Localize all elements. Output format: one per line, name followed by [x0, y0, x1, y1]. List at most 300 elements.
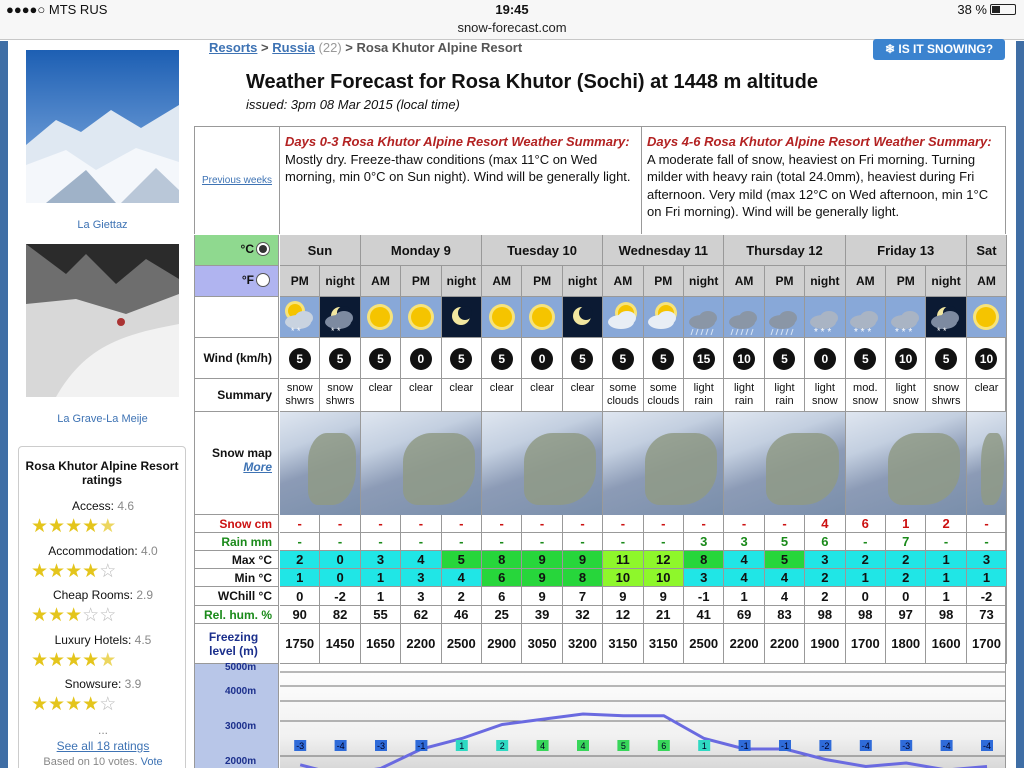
- is-it-snowing-button[interactable]: ❄ IS IT SNOWING?: [873, 39, 1005, 60]
- altitude-temp-label: -4: [336, 741, 345, 751]
- row-label: [195, 515, 279, 533]
- row-label: [195, 551, 279, 569]
- svg-text:* * *: * * *: [894, 327, 912, 336]
- forecast-cell: [482, 606, 522, 624]
- forecast-cell: [886, 551, 926, 569]
- value-snow: -: [620, 516, 626, 531]
- snow-map-image[interactable]: [280, 412, 361, 515]
- rating-name: Access:: [71, 499, 114, 513]
- wind-cell: [401, 338, 441, 379]
- forecast-cell: [563, 624, 603, 664]
- value-max: 1: [942, 552, 950, 567]
- breadcrumb-russia[interactable]: Russia: [272, 40, 315, 55]
- value-rh: 98: [817, 607, 833, 622]
- wind-arrow-icon: 10: [895, 348, 917, 370]
- value-rh: 98: [858, 607, 873, 622]
- forecast-cell: [563, 569, 603, 587]
- forecast-cell: [603, 533, 643, 551]
- value-min: 1: [376, 570, 385, 585]
- forecast-cell: [603, 606, 643, 624]
- value-snow: -: [984, 516, 989, 531]
- period-label: AM: [482, 266, 522, 297]
- value-rh: 21: [656, 607, 671, 622]
- breadcrumb-separator: >: [261, 40, 269, 55]
- wind-arrow-icon: 0: [814, 348, 836, 370]
- weather-icon-cell: [805, 297, 845, 338]
- forecast-cell: [724, 606, 764, 624]
- value-freeze: 2500: [689, 636, 719, 651]
- wind-arrow-icon: 10: [975, 348, 997, 370]
- forecast-cell: [320, 569, 360, 587]
- summary-cell: snow shwrs: [320, 379, 360, 412]
- page-title: Weather Forecast for Rosa Khutor (Sochi) at 1448 m altitude: [246, 71, 818, 93]
- value-snow: -: [701, 516, 706, 531]
- forecast-cell: [522, 533, 562, 551]
- period-label: PM: [765, 266, 805, 297]
- summary-days-4-6: [643, 127, 1005, 234]
- value-freeze: 1600: [931, 636, 961, 651]
- wind-cell: [442, 338, 482, 379]
- forecast-cell: [320, 533, 360, 551]
- value-freeze: 1800: [891, 636, 921, 651]
- summary-cell: light rain: [724, 379, 764, 412]
- value-rh: 69: [736, 607, 752, 622]
- star-full-icon: ★: [65, 560, 83, 582]
- previous-weeks-link[interactable]: Previous weeks: [195, 127, 280, 234]
- map-land-shape: [403, 433, 475, 505]
- value-min: 1: [982, 570, 991, 585]
- forecast-row-wchill: [195, 587, 1005, 606]
- wind-cell: [603, 338, 643, 379]
- resort-photo-2[interactable]: [26, 244, 179, 397]
- period-label: PM: [401, 266, 441, 297]
- period-label: PM: [280, 266, 320, 297]
- forecast-cell: [805, 533, 845, 551]
- summary-text: A moderate fall of snow, heaviest on Fri morning. Turning milder with heavy rain (total 24.0mm), heaviest during Fri afternoon. Very mild (max 12°C on Wed afternoon, min 1°C on Fri morning). Wind will be generally light.: [647, 151, 989, 219]
- period-label: PM: [644, 266, 684, 297]
- period-label: AM: [724, 266, 764, 297]
- period-label: night: [684, 266, 724, 297]
- value-min: 4: [780, 570, 789, 585]
- forecast-row-days: [195, 235, 1005, 266]
- rating-label: [19, 677, 187, 691]
- value-snow: 6: [861, 516, 869, 531]
- value-freeze: 1900: [810, 636, 840, 651]
- altitude-temp-label: -2: [821, 741, 830, 751]
- value-wchill: 0: [902, 589, 910, 604]
- period-label: PM: [886, 266, 926, 297]
- unit-fahrenheit-label: °F: [241, 273, 254, 287]
- rating-label: [19, 633, 187, 647]
- forecast-cell: [522, 624, 562, 664]
- snow-showers-icon: [281, 298, 319, 336]
- rating-value: 4.6: [117, 499, 135, 513]
- forecast-cell: [361, 551, 401, 569]
- wind-cell: [967, 338, 1007, 379]
- value-wchill: 4: [780, 589, 789, 604]
- forecast-cell: [522, 515, 562, 533]
- photo-caption-1[interactable]: La Giettaz: [77, 219, 128, 231]
- vote-link[interactable]: Vote: [140, 756, 163, 768]
- forecast-row-max: [195, 551, 1005, 569]
- forecast-cell: [765, 551, 805, 569]
- forecast-cell: [926, 587, 966, 606]
- wind-cell: [886, 338, 926, 379]
- forecast-cell: [805, 569, 845, 587]
- radio-selected-icon[interactable]: [256, 242, 270, 256]
- summary-cell: light snow: [886, 379, 926, 412]
- value-min: 0: [336, 570, 344, 585]
- forecast-cell: [684, 569, 724, 587]
- snow-map-image[interactable]: [361, 412, 482, 515]
- value-rain: -: [943, 534, 949, 549]
- value-rain: -: [863, 534, 868, 549]
- value-snow: 2: [942, 516, 950, 531]
- value-rain: -: [297, 534, 302, 549]
- svg-text:* *: * *: [331, 326, 341, 336]
- wind-arrow-icon: 0: [410, 348, 432, 370]
- star-rating[interactable]: [31, 604, 116, 627]
- value-min: 1: [861, 570, 869, 585]
- forecast-cell: [563, 515, 603, 533]
- altitude-temp-label: -1: [417, 741, 426, 751]
- forecast-cell: [280, 551, 320, 569]
- map-land-shape: [524, 433, 596, 505]
- page-frame-right: [1016, 41, 1024, 768]
- forecast-summary-box: [194, 126, 1006, 234]
- summary-cell: some clouds: [603, 379, 643, 412]
- wind-cell: [563, 338, 603, 379]
- star-full-icon: ★: [48, 694, 66, 715]
- forecast-cell: [765, 587, 805, 606]
- forecast-cell: [684, 587, 724, 606]
- value-rh: 12: [615, 607, 631, 622]
- period-label: PM: [522, 266, 562, 297]
- star-full-icon: ★: [82, 560, 100, 582]
- star-rating[interactable]: [31, 693, 116, 716]
- forecast-cell: [846, 587, 886, 606]
- row-label-text: Snow cm: [219, 517, 272, 531]
- forecast-cell: [442, 624, 482, 664]
- altitude-chart: [195, 664, 1005, 768]
- svg-text:* * *: * * *: [854, 327, 872, 336]
- breadcrumb: [209, 40, 522, 55]
- night-snow-icon: [321, 298, 359, 336]
- day-header: Sat: [967, 235, 1007, 266]
- ratings-footnote: [19, 756, 187, 768]
- snow-map-label: Snow map: [211, 446, 272, 460]
- forecast-cell: [603, 624, 643, 664]
- resort-photo-1[interactable]: [26, 50, 179, 203]
- wind-arrow-icon: 10: [733, 348, 755, 370]
- breadcrumb-count: (22): [318, 40, 342, 55]
- forecast-row-min: [195, 569, 1005, 587]
- value-min: 10: [615, 570, 631, 585]
- altitude-axis: [195, 664, 279, 768]
- forecast-cell: [563, 606, 603, 624]
- weather-icon-cell: [846, 297, 886, 338]
- rating-row: [19, 588, 187, 626]
- summary-cell: clear: [361, 379, 401, 412]
- fahrenheit-toggle[interactable]: [242, 273, 270, 287]
- row-label: [195, 235, 279, 266]
- rating-name: Luxury Hotels:: [54, 632, 132, 647]
- forecast-cell: [846, 624, 886, 664]
- value-min: 8: [578, 570, 587, 585]
- forecast-cell: [603, 515, 643, 533]
- rain-icon: [685, 298, 723, 336]
- star-rating[interactable]: [31, 560, 116, 583]
- value-max: 4: [740, 552, 748, 567]
- forecast-cell: [886, 515, 926, 533]
- forecast-row-rain: [195, 533, 1005, 551]
- mountain-photo-image: [26, 50, 179, 203]
- row-label: [195, 569, 279, 587]
- wind-cell: [846, 338, 886, 379]
- row-label-text: Rel. hum. %: [203, 608, 272, 622]
- forecast-cell: [603, 569, 643, 587]
- weather-icon-cell: [401, 297, 441, 338]
- summary-cell: clear: [563, 379, 603, 412]
- value-rh: 32: [575, 607, 590, 622]
- value-snow: -: [337, 516, 343, 531]
- sun-icon: [483, 298, 521, 336]
- snow-icon: [846, 298, 884, 336]
- row-label-text: Min °C: [234, 571, 272, 585]
- based-on-text: Based on 10 votes.: [43, 756, 138, 768]
- snow-map-image[interactable]: [482, 412, 603, 515]
- forecast-cell: [280, 569, 320, 587]
- star-rating[interactable]: [31, 649, 116, 672]
- value-wchill: 2: [457, 589, 465, 604]
- value-freeze: 3150: [608, 636, 638, 651]
- forecast-cell: [644, 515, 684, 533]
- value-freeze: 2200: [770, 636, 799, 651]
- star-rating[interactable]: [31, 515, 116, 538]
- altitude-temp-label: 2: [499, 741, 505, 751]
- forecast-cell: [401, 569, 441, 587]
- star-empty-icon: ☆: [99, 694, 117, 715]
- forecast-cell: [522, 587, 562, 606]
- summary-heading: Days 4-6 Rosa Khutor Alpine Resort Weather Summary:: [647, 134, 992, 149]
- value-rh: 41: [696, 607, 711, 622]
- star-half-icon: ★: [99, 649, 117, 671]
- value-freeze: 1750: [285, 636, 315, 651]
- weather-icon-cell: [603, 297, 643, 338]
- sun-cloud-icon: [644, 298, 682, 336]
- value-rh: 73: [979, 607, 994, 622]
- value-freeze: 2200: [729, 636, 759, 651]
- snow-map-image[interactable]: [846, 412, 967, 515]
- freezing-level-line: [300, 714, 987, 768]
- radio-unselected-icon[interactable]: [256, 273, 270, 287]
- value-freeze: 1450: [325, 636, 355, 651]
- period-label: AM: [846, 266, 886, 297]
- forecast-cell: [442, 606, 482, 624]
- value-wchill: 1: [740, 589, 748, 604]
- forecast-row-snow: [195, 515, 1005, 533]
- summary-cell: snow shwrs: [280, 379, 320, 412]
- snow-map-more-link[interactable]: More: [243, 460, 272, 474]
- row-label: [195, 624, 279, 664]
- star-full-icon: ★: [82, 649, 100, 671]
- altitude-temp-label: -4: [982, 741, 992, 751]
- value-min: 1: [296, 570, 304, 585]
- row-label: [195, 587, 279, 606]
- forecast-cell: [684, 515, 724, 533]
- value-rain: 3: [740, 534, 748, 549]
- value-freeze: 2200: [406, 636, 436, 651]
- forecast-cell: [603, 587, 643, 606]
- summary-cell: clear: [482, 379, 522, 412]
- rating-row: [19, 677, 187, 715]
- see-all-ratings-link[interactable]: See all 18 ratings: [56, 739, 150, 753]
- altitude-temp-label: 1: [459, 741, 465, 751]
- value-rh: 39: [534, 607, 550, 622]
- forecast-cell: [320, 551, 360, 569]
- value-min: 3: [700, 570, 708, 585]
- forecast-cell: [967, 533, 1007, 551]
- page-frame-left: [0, 41, 8, 768]
- row-label: [195, 533, 279, 551]
- forecast-cell: [765, 533, 805, 551]
- forecast-row-wind: [195, 338, 1005, 379]
- forecast-cell: [280, 587, 320, 606]
- value-snow: -: [418, 516, 424, 531]
- unit-celsius-label: °C: [240, 242, 254, 256]
- star-full-icon: ★: [82, 516, 100, 537]
- forecast-cell: [442, 551, 482, 569]
- forecast-row-map: [195, 412, 1005, 515]
- forecast-cell: [967, 606, 1007, 624]
- wind-arrow-icon: 5: [329, 348, 351, 370]
- star-full-icon: ★: [48, 649, 66, 671]
- value-freeze: 3150: [648, 636, 678, 651]
- period-label: night: [805, 266, 845, 297]
- weather-icon-cell: [926, 297, 966, 338]
- map-land-shape: [981, 433, 1005, 505]
- photo-caption-2[interactable]: La Grave-La Meije: [57, 413, 148, 425]
- period-label: AM: [967, 266, 1007, 297]
- battery-indicator: [957, 2, 1016, 17]
- sun-icon: [402, 298, 440, 336]
- forecast-cell: [644, 606, 684, 624]
- value-snow: -: [378, 516, 383, 531]
- summary-cell: clear: [967, 379, 1007, 412]
- forecast-cell: [926, 624, 966, 664]
- altitude-tick-label: 2000m: [225, 756, 257, 767]
- row-label: [195, 338, 279, 379]
- forecast-cell: [320, 624, 360, 664]
- value-max: 8: [498, 552, 506, 567]
- value-rh: 55: [373, 607, 388, 622]
- value-max: 3: [376, 552, 385, 567]
- forecast-cell: [724, 551, 764, 569]
- summary-heading: Days 0-3 Rosa Khutor Alpine Resort Weather Summary:: [285, 134, 630, 149]
- sun-icon: [967, 298, 1005, 336]
- wind-arrow-icon: 5: [491, 348, 513, 370]
- forecast-cell: [482, 551, 522, 569]
- forecast-cell: [724, 515, 764, 533]
- weather-icon-cell: [684, 297, 724, 338]
- star-full-icon: ★: [31, 516, 49, 537]
- value-max: 11: [616, 552, 630, 567]
- forecast-cell: [482, 569, 522, 587]
- snow-map-image[interactable]: [603, 412, 724, 515]
- moon-icon: [442, 298, 480, 336]
- summary-cell: light rain: [765, 379, 805, 412]
- forecast-cell: [886, 606, 926, 624]
- value-wchill: 9: [538, 589, 546, 604]
- sun-icon: [523, 298, 561, 336]
- sun-icon: [361, 298, 399, 336]
- forecast-cell: [967, 624, 1007, 664]
- forecast-row-summary: [195, 379, 1005, 412]
- value-rain: -: [661, 534, 666, 549]
- snow-map-image[interactable]: [967, 412, 1007, 515]
- value-max: 3: [821, 552, 829, 567]
- value-max: 3: [982, 552, 991, 567]
- weather-icon-cell: [644, 297, 684, 338]
- forecast-cell: [644, 533, 684, 551]
- breadcrumb-separator: >: [345, 40, 353, 55]
- summary-cell: clear: [442, 379, 482, 412]
- forecast-cell: [684, 551, 724, 569]
- value-wchill: 9: [619, 589, 627, 604]
- value-min: 3: [417, 570, 425, 585]
- value-rh: 62: [413, 607, 429, 622]
- value-min: 9: [538, 570, 546, 585]
- forecast-cell: [320, 515, 360, 533]
- weather-icon-cell: [361, 297, 401, 338]
- map-land-shape: [888, 433, 960, 505]
- address-bar-url[interactable]: snow-forecast.com: [457, 20, 567, 35]
- forecast-cell: [644, 587, 684, 606]
- summary-cell: light snow: [805, 379, 845, 412]
- altitude-tick-label: 4000m: [225, 686, 257, 697]
- forecast-cell: [482, 587, 522, 606]
- weather-icon-cell: [442, 297, 482, 338]
- value-min: 6: [498, 570, 506, 585]
- value-rain: -: [499, 534, 504, 549]
- row-label: [195, 266, 279, 297]
- skier-photo-image: [26, 244, 179, 397]
- rating-label: [19, 588, 187, 602]
- star-empty-icon: ☆: [82, 605, 100, 626]
- rating-name: Snowsure:: [64, 677, 122, 691]
- summary-cell: some clouds: [644, 379, 684, 412]
- forecast-cell: [563, 587, 603, 606]
- row-label-text: WChill °C: [217, 589, 272, 603]
- night-snow-icon: [927, 298, 965, 336]
- forecast-cell: [603, 551, 643, 569]
- value-freeze: 1650: [366, 636, 395, 651]
- forecast-cell: [886, 624, 926, 664]
- breadcrumb-resorts[interactable]: Resorts: [209, 40, 258, 55]
- celsius-toggle[interactable]: [241, 242, 270, 256]
- value-rain: -: [337, 534, 343, 549]
- snow-icon: [887, 298, 925, 336]
- rating-value: 2.9: [136, 588, 154, 602]
- rating-value: 4.0: [141, 543, 158, 558]
- value-wchill: 9: [659, 589, 667, 604]
- forecast-cell: [401, 587, 441, 606]
- value-max: 4: [417, 552, 425, 567]
- snow-map-image[interactable]: [724, 412, 845, 515]
- value-snow: -: [782, 516, 787, 531]
- forecast-cell: [926, 551, 966, 569]
- map-land-shape: [645, 433, 717, 505]
